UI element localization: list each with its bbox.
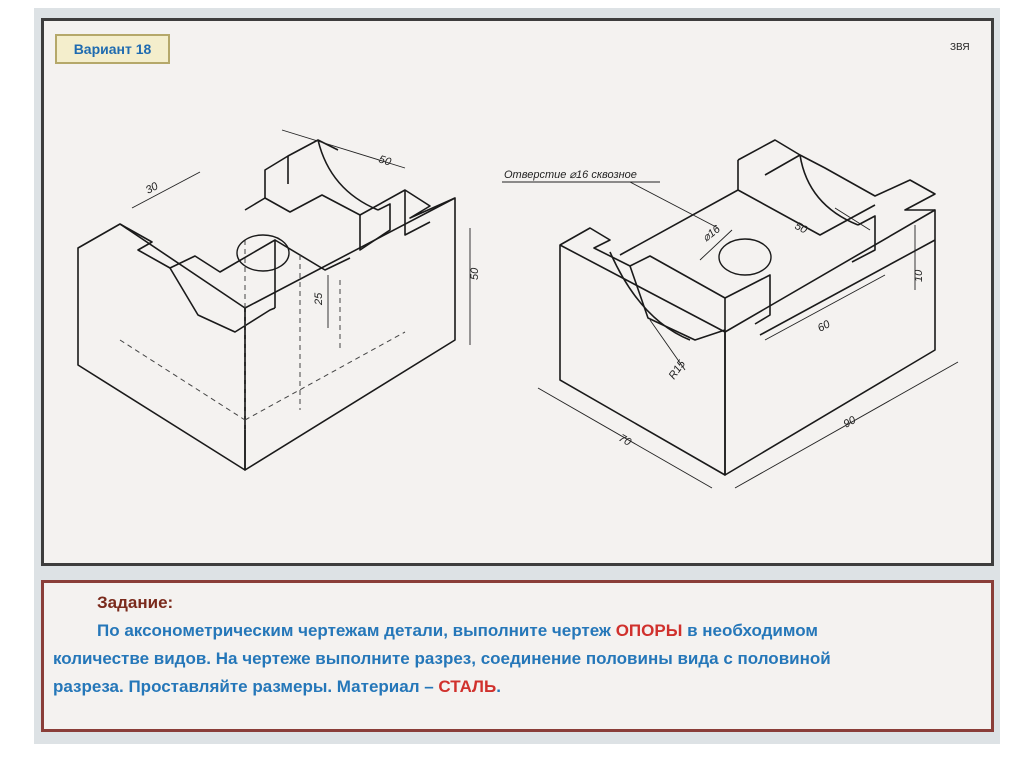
part-name: ОПОРЫ (615, 621, 683, 640)
right-part-right-face (725, 210, 935, 475)
task-line-2: количестве видов. На чертеже выполните разрез, соединение половины вида с половиной (53, 649, 831, 668)
right-dim-diameter-16: ⌀16 (700, 223, 723, 245)
task-panel (41, 580, 994, 732)
task-line-3-start: разреза. Проставляйте размеры. Материал – (53, 677, 439, 696)
left-part-right-face (245, 198, 455, 470)
left-dim-30: 30 (143, 180, 161, 197)
left-part-outline (78, 224, 245, 470)
task-heading: Задание: (97, 593, 174, 612)
variant-badge: Вариант 18 (55, 34, 170, 64)
left-isometric-drawing (60, 110, 490, 490)
right-dim-r15: R15 (666, 358, 689, 382)
right-note-through-hole: Отверстие ⌀16 сквозное (504, 169, 637, 181)
right-dim-50: 50 (792, 220, 810, 237)
material-name: СТАЛЬ (438, 677, 497, 696)
task-line-1 (97, 621, 818, 641)
task-line-3 (53, 677, 501, 697)
right-hole (719, 239, 771, 275)
right-dim-60: 60 (815, 318, 833, 335)
right-dim-10: 10 (913, 269, 925, 282)
right-isometric-drawing (490, 110, 970, 500)
right-dim-90: 90 (841, 414, 859, 431)
task-line-1-start: По аксонометрическим чертежам детали, выполните чертеж (97, 621, 616, 640)
task-line-1-end: в необходимом (682, 621, 818, 640)
corner-code: ЗВЯ (950, 42, 970, 53)
right-dim-70: 70 (616, 432, 634, 449)
left-dim-50-right: 50 (469, 267, 481, 280)
left-dim-50-top: 50 (377, 153, 393, 169)
right-part-front-face (560, 245, 725, 475)
left-dim-25: 25 (313, 292, 325, 305)
task-line-3-end: . (496, 677, 501, 696)
